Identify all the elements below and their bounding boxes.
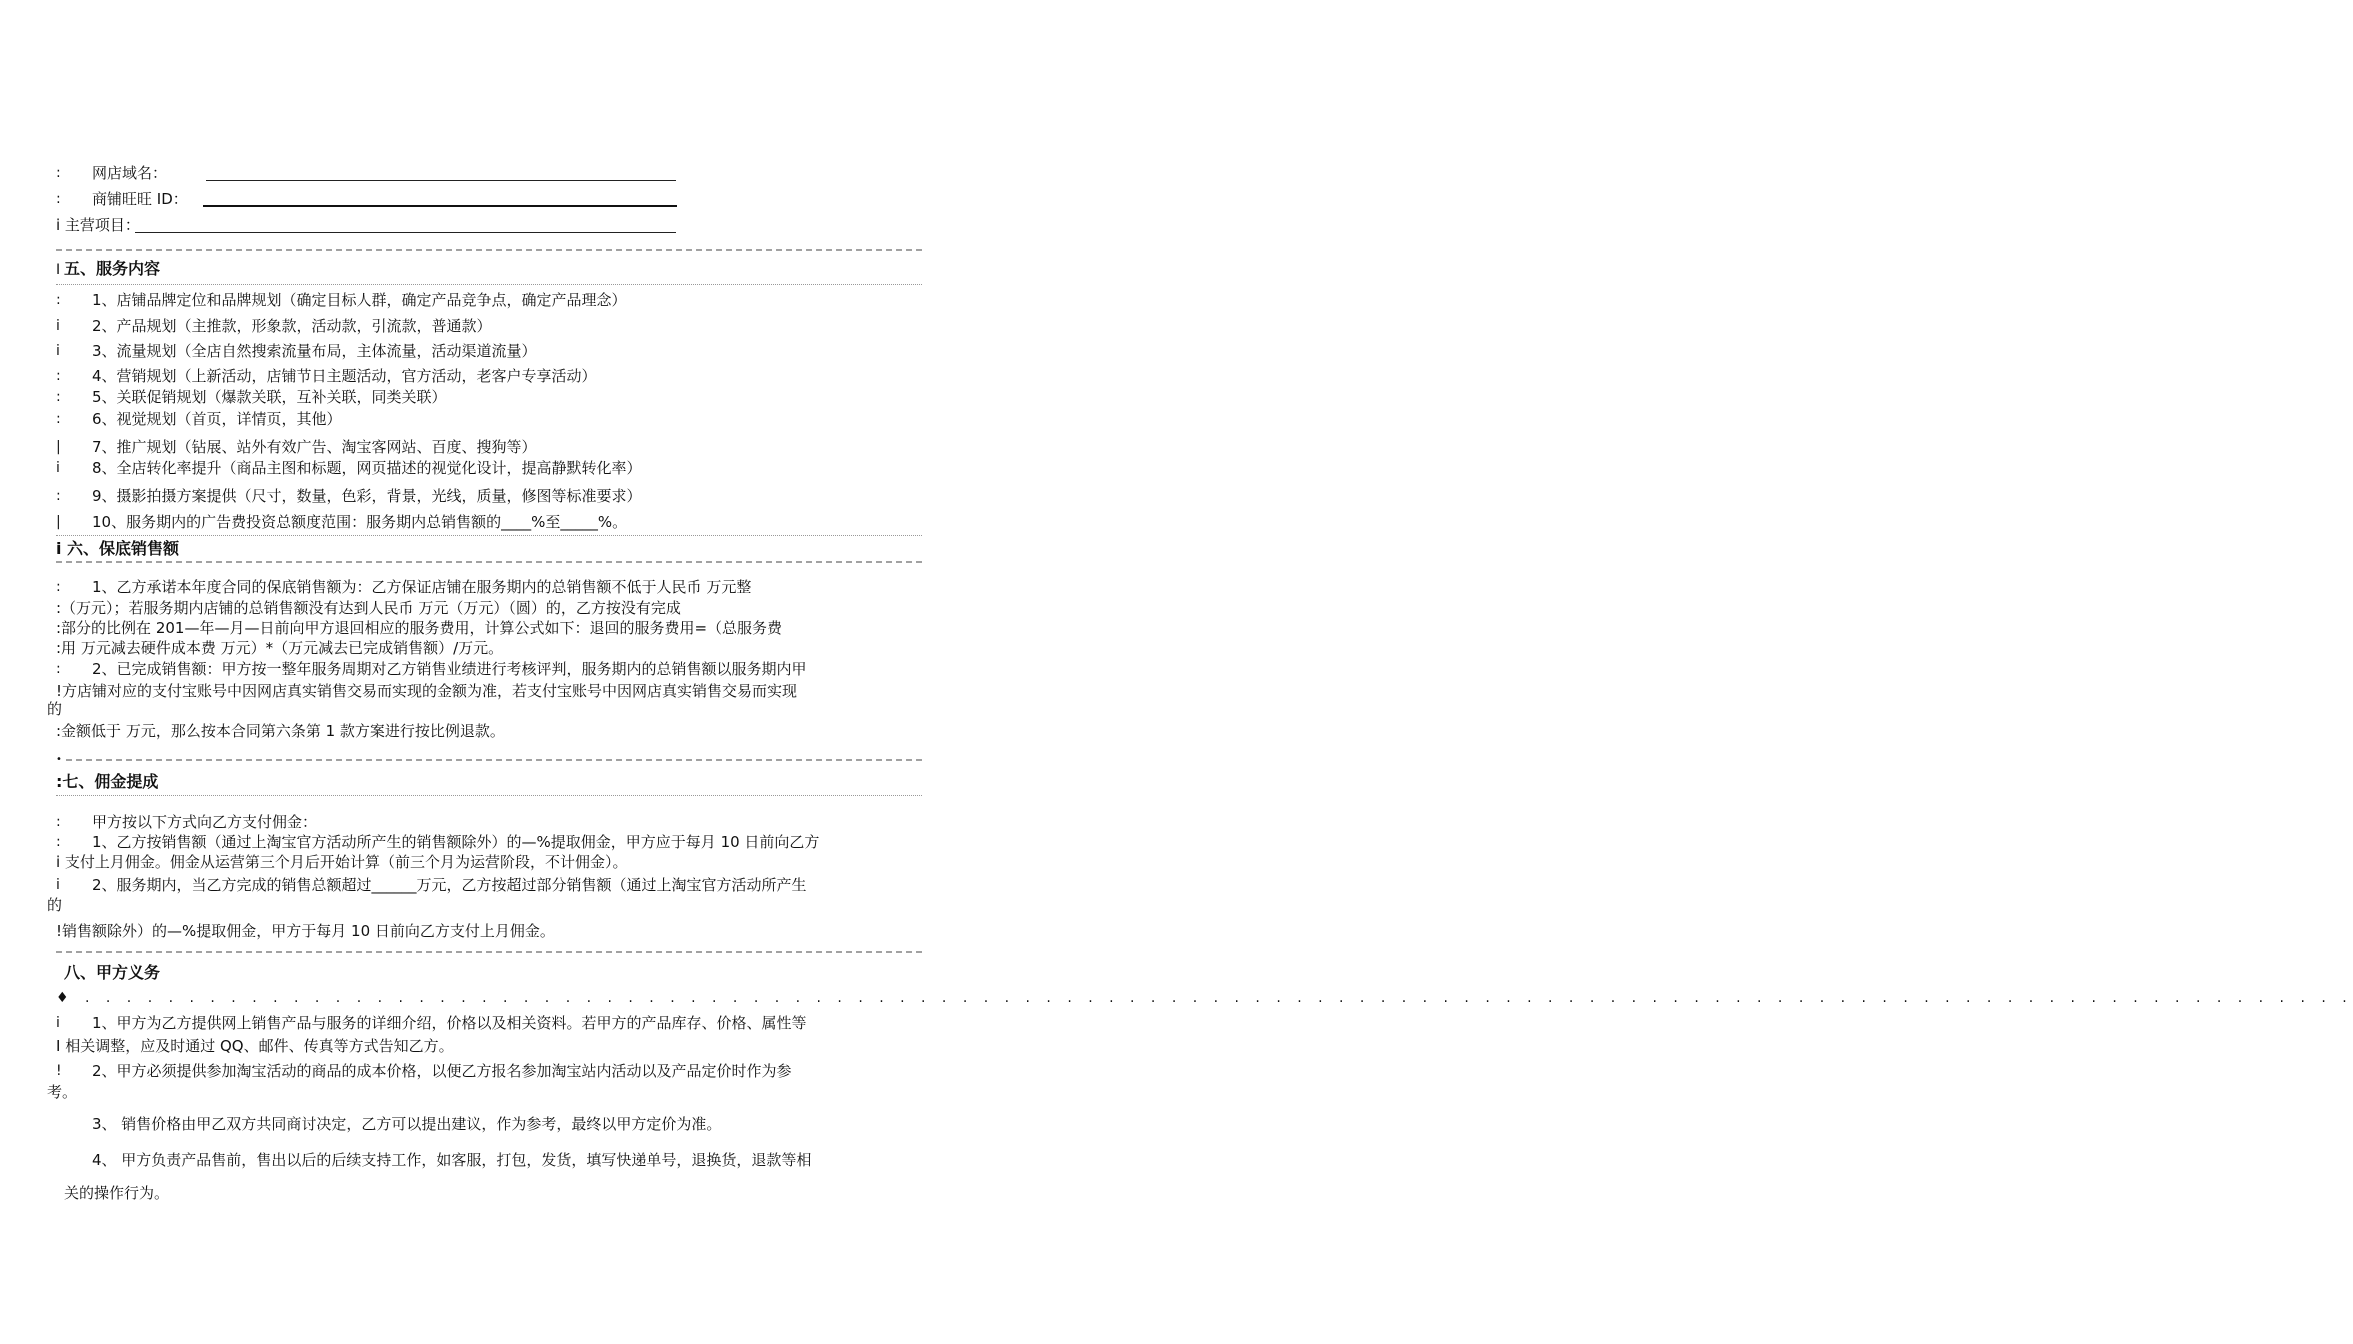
dotted-separator: ♦ . . . . . . . . . . . . . . . . . . . . . . . . . . . . . . . . . . . . . . . . . . . . . . . . . . . . . . . . . . . . . . . . . . . . . . . . . . . . . . . . . . . . . . . . . . . . . . . . . . . . . . . . . . . . .: [56, 990, 2353, 1006]
section-8-title: 八、甲方义务: [64, 963, 161, 982]
paragraph-line: I 相关调整，应及时通过 QQ、邮件、传真等方式告知乙方。: [56, 1037, 454, 1055]
paragraph-line: 1、甲方为乙方提供网上销售产品与服务的详细介绍，价格以及相关资料。若甲方的产品库存、价格、属性等: [92, 1014, 807, 1032]
margin-marker: :: [56, 488, 61, 504]
paragraph-line: 的: [47, 700, 63, 718]
section-6-title: i 六、保底销售额: [56, 539, 180, 558]
margin-marker: :: [56, 368, 61, 384]
domain-label: 网店域名：: [92, 164, 168, 182]
margin-marker: •: [56, 754, 62, 765]
project-input-line[interactable]: [135, 232, 676, 233]
margin-marker: :: [56, 292, 61, 308]
wangwang-input-line[interactable]: [203, 205, 677, 207]
paragraph-line: 的: [47, 896, 63, 914]
margin-marker: i: [56, 343, 60, 359]
margin-marker: !: [56, 1063, 62, 1079]
paragraph-line: :部分的比例在 201—年—月—日前向甲方退回相应的服务费用，计算公式如下：退回的服务费用=（总服务费: [56, 619, 783, 637]
margin-marker: :: [56, 411, 61, 427]
margin-marker: I: [56, 262, 61, 278]
section-rule: [56, 795, 922, 796]
service-item: 9、摄影拍摄方案提供（尺寸，数量，色彩，背景，光线，质量，修图等标准要求）: [92, 487, 642, 505]
paragraph-line: i 支付上月佣金。佣金从运营第三个月后开始计算（前三个月为运营阶段，不计佣金）。: [56, 853, 628, 871]
section-rule: [56, 535, 922, 536]
paragraph-line: 3、 销售价格由甲乙双方共同商讨决定，乙方可以提出建议，作为参考，最终以甲方定价为准。: [92, 1115, 722, 1133]
section-divider: [56, 951, 922, 953]
service-item: 3、流量规划（全店自然搜索流量布局，主体流量，活动渠道流量）: [92, 342, 537, 360]
paragraph-line: 4、 甲方负责产品售前，售出以后的后续支持工作，如客服，打包，发货，填写快递单号，退换货，退款等相: [92, 1151, 812, 1169]
paragraph-line: 1、乙方按销售额（通过上淘宝官方活动所产生的销售额除外）的—%提取佣金，甲方应于每月 10 日前向乙方: [92, 833, 820, 851]
paragraph-line: 关的操作行为。: [64, 1184, 170, 1202]
paragraph-line: 考。: [47, 1083, 78, 1101]
project-label: i 主营项目：: [56, 216, 140, 234]
paragraph-line: :金额低于 万元，那么按本合同第六条第 1 款方案进行按比例退款。: [56, 722, 505, 740]
margin-marker: i: [56, 1015, 60, 1031]
section-7-title: :七、佣金提成: [56, 772, 159, 791]
paragraph-line: 2、服务期内，当乙方完成的销售总额超过______万元，乙方按超过部分销售额（通过上淘宝官方活动所产生: [92, 876, 807, 894]
section-divider: [56, 561, 922, 563]
service-item: 8、全店转化率提升（商品主图和标题，网页描述的视觉化设计，提高静默转化率）: [92, 459, 642, 477]
section-rule: [56, 284, 922, 285]
paragraph-line: :（万元）；若服务期内店铺的总销售额没有达到人民币 万元（万元）（圆）的，乙方按没有完成: [56, 599, 681, 617]
service-item: 1、店铺品牌定位和品牌规划（确定目标人群，确定产品竞争点，确定产品理念）: [92, 291, 627, 309]
paragraph-line: :用 万元减去硬件成本费 万元）*（万元减去已完成销售额）/万元。: [56, 639, 504, 657]
margin-marker: |: [56, 514, 61, 530]
margin-marker: :: [56, 579, 61, 595]
paragraph-line: !方店铺对应的支付宝账号中因网店真实销售交易而实现的金额为准，若支付宝账号中因网店真实销售交易而实现: [56, 682, 798, 700]
margin-marker: :: [56, 191, 61, 207]
service-item: 4、营销规划（上新活动，店铺节日主题活动，官方活动，老客户专享活动）: [92, 367, 597, 385]
margin-marker: i: [56, 460, 60, 476]
paragraph-line: 1、乙方承诺本年度合同的保底销售额为：乙方保证店铺在服务期内的总销售额不低于人民币 万元整: [92, 578, 752, 596]
service-item: 10、服务期内的广告费投资总额度范围：服务期内总销售额的____%至_____%。: [92, 513, 628, 531]
paragraph-line: 2、甲方必须提供参加淘宝活动的商品的成本价格，以便乙方报名参加淘宝站内活动以及产品定价时作为参: [92, 1062, 792, 1080]
margin-marker: :: [56, 389, 61, 405]
service-item: 2、产品规划（主推款，形象款，活动款，引流款，普通款）: [92, 317, 492, 335]
margin-marker: :: [56, 661, 61, 677]
domain-input-line[interactable]: [206, 180, 676, 181]
margin-marker: :: [56, 834, 61, 850]
margin-marker: :: [56, 814, 61, 830]
margin-marker: i: [56, 877, 60, 893]
margin-marker: :: [56, 165, 61, 181]
paragraph-line: !销售额除外）的—%提取佣金，甲方于每月 10 日前向乙方支付上月佣金。: [56, 922, 555, 940]
section-5-title: 五、服务内容: [64, 259, 161, 278]
paragraph-line: 2、已完成销售额：甲方按一整年服务周期对乙方销售业绩进行考核评判，服务期内的总销售额以服务期内甲: [92, 660, 807, 678]
paragraph-line: 甲方按以下方式向乙方支付佣金：: [92, 813, 318, 831]
service-item: 6、视觉规划（首页，详情页，其他）: [92, 410, 342, 428]
service-item: 7、推广规划（钻展、站外有效广告、淘宝客网站、百度、搜狗等）: [92, 438, 537, 456]
section-divider: [56, 249, 922, 251]
wangwang-label: 商铺旺旺 ID：: [92, 190, 188, 208]
service-item: 5、关联促销规划（爆款关联，互补关联，同类关联）: [92, 388, 447, 406]
margin-marker: |: [56, 439, 61, 455]
margin-marker: i: [56, 318, 60, 334]
section-divider: [66, 759, 922, 761]
